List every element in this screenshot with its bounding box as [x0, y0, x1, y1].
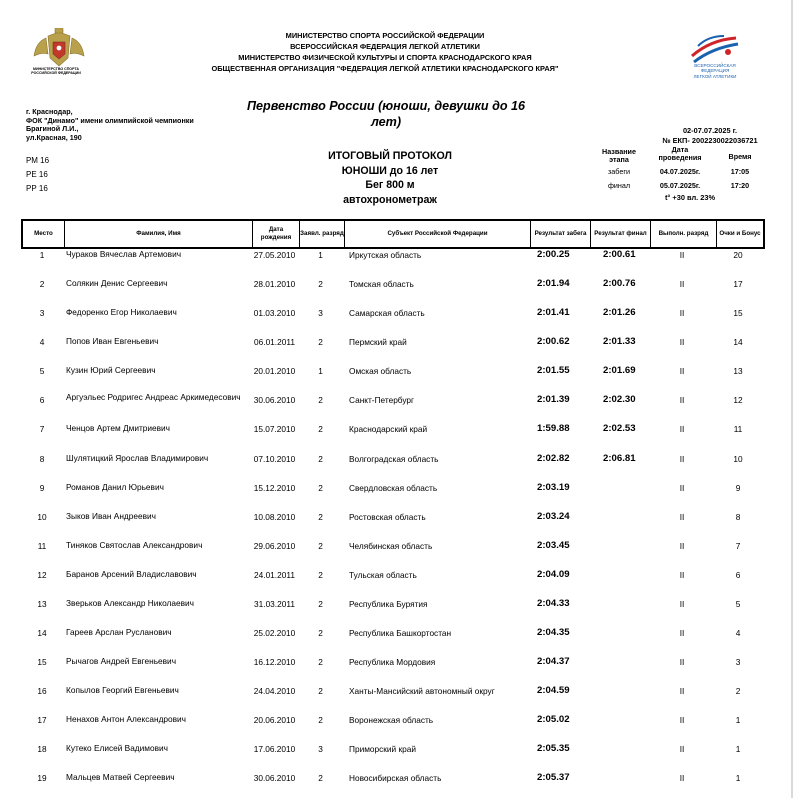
table-row: 16 Копылов Георгий Евгеньевич 24.04.2010 2 Ханты-Мансийский автономный округ 2:04.59 II 2	[37, 685, 741, 696]
org-line: МИНИСТЕРСТВО СПОРТА РОССИЙСКОЙ ФЕДЕРАЦИИ	[285, 31, 485, 40]
org-line: ВСЕРОССИЙСКАЯ ФЕДЕРАЦИЯ ЛЕГКОЙ АТЛЕТИКИ	[290, 42, 480, 51]
table-row: 6 Аргуэльес Родригес Андреас Аркимедесович 30.06.2010 2 Санкт-Петербург 2:01.39 2:02.30 II 12	[39, 392, 743, 405]
competition-dates-block	[640, 126, 780, 146]
table-row: 15 Рычагов Андрей Евгеньевич 16.12.2010 2 Республика Мордовия 2:04.37 II 3	[37, 656, 741, 667]
org-line: ОБЩЕСТВЕННАЯ ОРГАНИЗАЦИЯ "ФЕДЕРАЦИЯ ЛЕГКОЙ АТЛЕТИКИ КРАСНОДАРСКОГО КРАЯ"	[211, 64, 559, 73]
table-row: 13 Зверьков Александр Николаевич 31.03.2011 2 Республика Бурятия 2:04.33 II 5	[37, 598, 741, 609]
ranks-block: РМ 16 РЕ 16 РР 16	[26, 156, 50, 193]
table-row: 9 Романов Данил Юрьевич 15.12.2010 2 Свердловская область 2:03.19 II 9	[39, 482, 741, 493]
table-row: 11 Тиняков Святослав Александрович 29.06.2010 2 Челябинская область 2:03.45 II 7	[37, 540, 741, 551]
col-region: Субъект Российской Федерации	[345, 221, 531, 247]
col-name: Фамилия, Имя	[65, 221, 253, 247]
col-dob: Дата рождения	[253, 221, 300, 247]
org-line: МИНИСТЕРСТВО ФИЗИЧЕСКОЙ КУЛЬТУРЫ И СПОРТА КРАСНОДАРСКОГО КРАЯ	[238, 53, 532, 62]
col-final: Результат финал	[591, 221, 651, 247]
table-row: 14 Гареев Арслан Русланович 25.02.2010 2 Республика Башкортостан 2:04.35 II 4	[37, 627, 741, 638]
competition-title: Первенство России (юноши, девушки до 16 лет)	[246, 99, 526, 129]
col-points: Очки и Бонус	[719, 230, 761, 238]
table-row: 5 Кузин Юрий Сергеевич 20.01.2010 1 Омская область 2:01.55 2:01.69 II 13	[39, 365, 743, 376]
table-row: 1 Чураков Вячеслав Артемович 27.05.2010 1 Иркутская область 2:00.25 2:00.61 II 20	[39, 249, 743, 260]
weather-info: t° +30 вл. 23%	[664, 193, 716, 202]
col-place: Место	[23, 221, 65, 247]
table-row: 4 Попов Иван Евгеньевич 06.01.2011 2 Пермский край 2:00.62 2:01.33 II 14	[39, 336, 743, 347]
col-done-rank: Выполн. разряд	[651, 221, 717, 247]
table-row: 19 Мальцев Матвей Сергеевич 30.06.2010 2 Новосибирская область 2:05.37 II 1	[37, 772, 741, 783]
table-row: 12 Баранов Арсений Владиславович 24.01.2011 2 Тульская область 2:04.09 II 6	[37, 569, 741, 580]
table-row: 2 Солякин Денис Сергеевич 28.01.2010 2 Томская область 2:01.94 2:00.76 II 17	[39, 278, 743, 289]
venue-block: г. Краснодар, ФОК "Динамо" имени олимпийской чемпионки Брагиной Л.И., ул.Красная, 190	[26, 107, 194, 142]
table-row: 7 Ченцов Артем Дмитриевич 15.07.2010 2 Краснодарский край 1:59.88 2:02.53 II 11	[39, 423, 743, 434]
table-row: 8 Шулятицкий Ярослав Владимирович 07.10.2010 2 Волгоградская область 2:02.82 2:06.81 II 10	[39, 453, 743, 464]
table-row: 17 Ненахов Антон Александрович 20.06.2010 2 Воронежская область 2:05.02 II 1	[37, 714, 741, 725]
competition-dates: 02-07.07.2025 г.	[682, 126, 738, 135]
ekp-number: № ЕКП- 2002230022036721	[662, 136, 758, 145]
results-table-header	[21, 219, 765, 249]
organizers-header	[120, 30, 650, 74]
page-edge	[791, 0, 793, 798]
federation-logo-caption: ВСЕРОССИЙСКАЯ ФЕДЕРАЦИЯ ЛЕГКОЙ АТЛЕТИКИ	[693, 63, 737, 79]
col-heat: Результат забега	[531, 221, 591, 247]
protocol-title: ИТОГОВЫЙ ПРОТОКОЛ ЮНОШИ до 16 лет Бег 800 м автохронометраж	[328, 150, 452, 206]
emblem-caption: МИНИСТЕРСТВО СПОРТА РОССИЙСКОЙ ФЕДЕРАЦИИ	[31, 67, 81, 76]
table-row: 18 Кутеко Елисей Вадимович 17.06.2010 3 Приморский край 2:05.35 II 1	[37, 743, 741, 754]
col-rank: Заявл. разряд	[300, 221, 345, 247]
table-row: 10 Зыков Иван Андреевич 10.08.2010 2 Ростовская область 2:03.24 II 8	[37, 511, 741, 522]
table-row: 3 Федоренко Егор Николаевич 01.03.2010 3 Самарская область 2:01.41 2:01.26 II 15	[39, 307, 743, 318]
